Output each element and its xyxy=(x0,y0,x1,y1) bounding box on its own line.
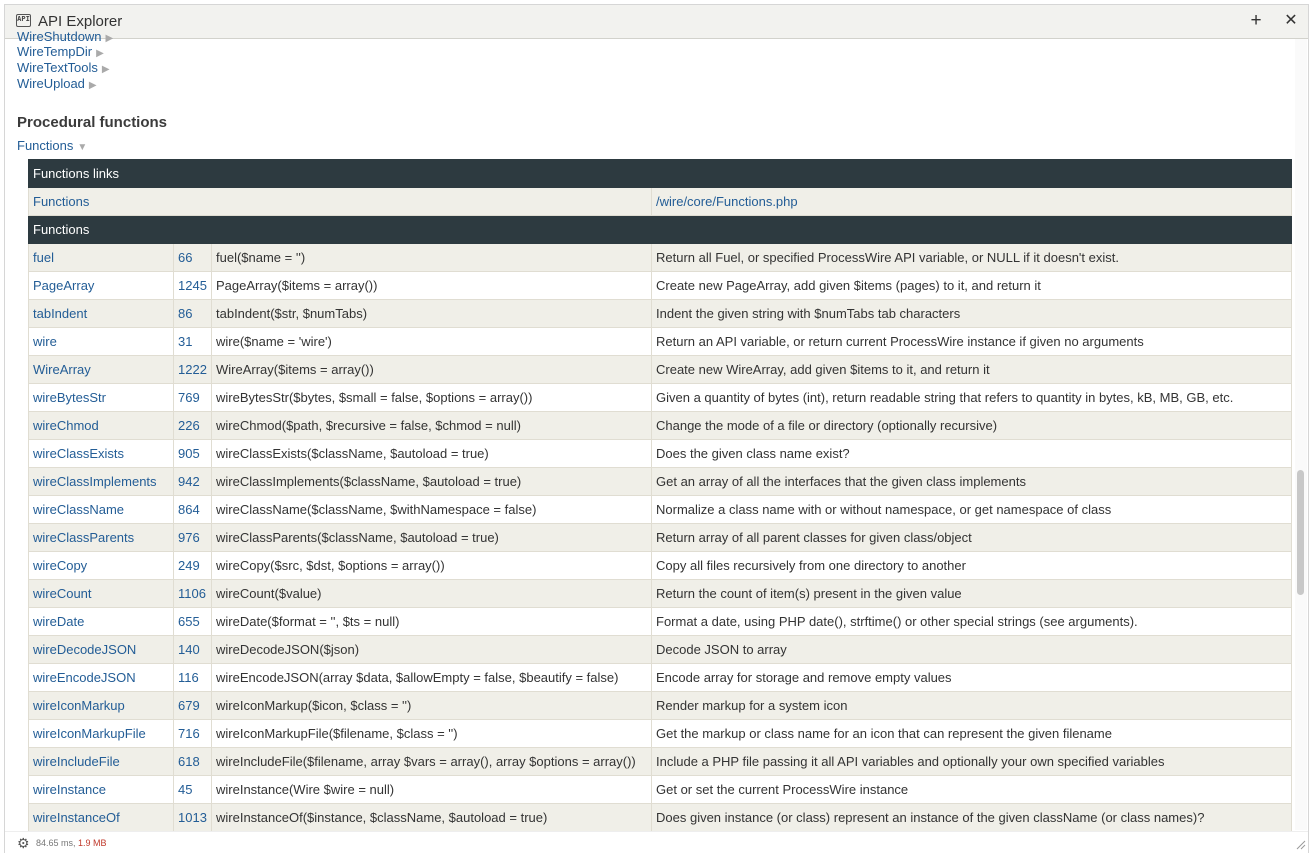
links-header-row xyxy=(29,160,1292,188)
function-description: Normalize a class name with or without namespace, or get namespace of class xyxy=(652,496,1292,524)
table-row xyxy=(29,244,1292,272)
table-row xyxy=(29,524,1292,552)
scrollbar-thumb[interactable] xyxy=(1297,470,1304,595)
function-name[interactable]: PageArray xyxy=(29,272,174,300)
function-line[interactable]: 116 xyxy=(174,664,212,692)
links-row xyxy=(29,188,1292,216)
function-line[interactable]: 249 xyxy=(174,552,212,580)
function-signature: WireArray($items = array()) xyxy=(212,356,652,384)
section-title: Procedural functions xyxy=(17,114,168,131)
links-path[interactable]: /wire/core/Functions.php xyxy=(652,188,1292,216)
table-row xyxy=(29,804,1292,832)
expand-arrow-icon: ▶ xyxy=(96,48,104,59)
class-link-wireupload[interactable]: WireUpload ▶ xyxy=(17,76,97,91)
function-signature: wireClassParents($className, $autoload = true) xyxy=(212,524,652,552)
class-link-wireshutdown[interactable]: WireShutdown ▶ xyxy=(17,29,114,44)
function-name[interactable]: wireChmod xyxy=(29,412,174,440)
function-signature: wireClassExists($className, $autoload = true) xyxy=(212,440,652,468)
function-description: Create new WireArray, add given $items to it, and return it xyxy=(652,356,1292,384)
table-row xyxy=(29,496,1292,524)
function-name[interactable]: wireClassImplements xyxy=(29,468,174,496)
function-name[interactable]: fuel xyxy=(29,244,174,272)
function-line[interactable]: 976 xyxy=(174,524,212,552)
function-signature: wireCopy($src, $dst, $options = array()) xyxy=(212,552,652,580)
table-row xyxy=(29,608,1292,636)
function-name[interactable]: wireClassName xyxy=(29,496,174,524)
function-description: Render markup for a system icon xyxy=(652,692,1292,720)
functions-header: Functions xyxy=(29,216,1292,244)
function-description: Create new PageArray, add given $items (pages) to it, and return it xyxy=(652,272,1292,300)
table-row xyxy=(29,412,1292,440)
function-line[interactable]: 1013 xyxy=(174,804,212,832)
collapse-arrow-icon: ▼ xyxy=(77,142,88,153)
function-description: Return the count of item(s) present in the given value xyxy=(652,580,1292,608)
function-signature: wireIncludeFile($filename, array $vars = array(), array $options = array()) xyxy=(212,748,652,776)
function-name[interactable]: wireIncludeFile xyxy=(29,748,174,776)
footer-time: 84.65 ms, xyxy=(36,838,76,848)
function-name[interactable]: WireArray xyxy=(29,356,174,384)
function-line[interactable]: 31 xyxy=(174,328,212,356)
function-line[interactable]: 45 xyxy=(174,776,212,804)
function-description: Include a PHP file passing it all API variables and optionally your own specified variables xyxy=(652,748,1292,776)
function-name[interactable]: wireCopy xyxy=(29,552,174,580)
function-description: Return an API variable, or return current ProcessWire instance if given no arguments xyxy=(652,328,1292,356)
gear-icon[interactable]: ⚙ xyxy=(17,835,30,851)
function-name[interactable]: wireIconMarkup xyxy=(29,692,174,720)
functions-table xyxy=(28,159,1292,832)
function-signature: tabIndent($str, $numTabs) xyxy=(212,300,652,328)
table-row xyxy=(29,384,1292,412)
function-description: Return all Fuel, or specified ProcessWire API variable, or NULL if it doesn't exist. xyxy=(652,244,1292,272)
function-description: Get an array of all the interfaces that the given class implements xyxy=(652,468,1292,496)
function-description: Format a date, using PHP date(), strftime() or other special strings (see arguments). xyxy=(652,608,1292,636)
function-description: Indent the given string with $numTabs tab characters xyxy=(652,300,1292,328)
function-line[interactable]: 864 xyxy=(174,496,212,524)
table-row xyxy=(29,468,1292,496)
function-signature: wireEncodeJSON(array $data, $allowEmpty = false, $beautify = false) xyxy=(212,664,652,692)
expand-arrow-icon: ▶ xyxy=(105,33,114,44)
function-line[interactable]: 905 xyxy=(174,440,212,468)
function-description: Given a quantity of bytes (int), return readable string that refers to quantity in bytes, kB, MB, GB, etc. xyxy=(652,384,1292,412)
functions-toggle[interactable]: Functions ▼ xyxy=(17,138,88,153)
footer-stats xyxy=(36,838,107,848)
function-signature: wireClassName($className, $withNamespace = false) xyxy=(212,496,652,524)
function-name[interactable]: wireInstanceOf xyxy=(29,804,174,832)
function-description: Decode JSON to array xyxy=(652,636,1292,664)
function-name[interactable]: wireCount xyxy=(29,580,174,608)
table-row xyxy=(29,776,1292,804)
function-signature: wireBytesStr($bytes, $small = false, $options = array()) xyxy=(212,384,652,412)
table-row xyxy=(29,328,1292,356)
function-description: Return array of all parent classes for given class/object xyxy=(652,524,1292,552)
function-name[interactable]: wireClassExists xyxy=(29,440,174,468)
class-link-wiretempdir[interactable]: WireTempDir ▶ xyxy=(17,44,104,59)
function-name[interactable]: wireEncodeJSON xyxy=(29,664,174,692)
resize-handle-icon[interactable] xyxy=(1296,840,1306,850)
links-name[interactable]: Functions xyxy=(29,188,652,216)
function-line[interactable]: 769 xyxy=(174,384,212,412)
function-name[interactable]: wireIconMarkupFile xyxy=(29,720,174,748)
expand-arrow-icon: ▶ xyxy=(88,80,97,91)
table-row xyxy=(29,272,1292,300)
function-signature: wireChmod($path, $recursive = false, $chmod = null) xyxy=(212,412,652,440)
table-row xyxy=(29,664,1292,692)
function-name[interactable]: wireClassParents xyxy=(29,524,174,552)
function-line[interactable]: 618 xyxy=(174,748,212,776)
table-row xyxy=(29,636,1292,664)
title-bar xyxy=(5,5,1308,39)
api-explorer-window xyxy=(4,4,1309,853)
expand-arrow-icon: ▶ xyxy=(101,64,110,75)
add-button[interactable]: + xyxy=(1250,10,1262,31)
function-description: Does given instance (or class) represent an instance of the given className (or class names)? xyxy=(652,804,1292,832)
function-signature: wireIconMarkupFile($filename, $class = '') xyxy=(212,720,652,748)
function-line[interactable]: 1106 xyxy=(174,580,212,608)
function-name[interactable]: tabIndent xyxy=(29,300,174,328)
function-signature: fuel($name = '') xyxy=(212,244,652,272)
panel-content xyxy=(5,29,1293,830)
footer-bar xyxy=(5,831,1308,853)
class-link-wiretexttools[interactable]: WireTextTools ▶ xyxy=(17,60,110,75)
function-signature: wireClassImplements($className, $autoload = true) xyxy=(212,468,652,496)
table-row xyxy=(29,748,1292,776)
functions-header-row xyxy=(29,216,1292,244)
table-row xyxy=(29,552,1292,580)
function-description: Change the mode of a file or directory (optionally recursive) xyxy=(652,412,1292,440)
table-row xyxy=(29,720,1292,748)
table-row xyxy=(29,440,1292,468)
table-row xyxy=(29,580,1292,608)
function-name[interactable]: wireDate xyxy=(29,608,174,636)
function-signature: wireCount($value) xyxy=(212,580,652,608)
table-row xyxy=(29,300,1292,328)
window-title: API Explorer xyxy=(38,13,123,30)
function-signature: wireInstanceOf($instance, $className, $autoload = true) xyxy=(212,804,652,832)
function-line[interactable]: 86 xyxy=(174,300,212,328)
links-header: Functions links xyxy=(29,160,1292,188)
function-name[interactable]: wireBytesStr xyxy=(29,384,174,412)
function-signature: wire($name = 'wire') xyxy=(212,328,652,356)
function-line[interactable]: 655 xyxy=(174,608,212,636)
function-description: Encode array for storage and remove empty values xyxy=(652,664,1292,692)
function-line[interactable]: 1245 xyxy=(174,272,212,300)
function-signature: wireDecodeJSON($json) xyxy=(212,636,652,664)
api-icon: API xyxy=(16,14,31,27)
function-description: Does the given class name exist? xyxy=(652,440,1292,468)
function-description: Copy all files recursively from one directory to another xyxy=(652,552,1292,580)
function-description: Get the markup or class name for an icon that can represent the given filename xyxy=(652,720,1292,748)
function-line[interactable]: 140 xyxy=(174,636,212,664)
function-line[interactable]: 66 xyxy=(174,244,212,272)
function-name[interactable]: wire xyxy=(29,328,174,356)
function-name[interactable]: wireDecodeJSON xyxy=(29,636,174,664)
function-line[interactable]: 942 xyxy=(174,468,212,496)
function-line[interactable]: 226 xyxy=(174,412,212,440)
function-signature: PageArray($items = array()) xyxy=(212,272,652,300)
function-signature: wireIconMarkup($icon, $class = '') xyxy=(212,692,652,720)
function-line[interactable]: 1222 xyxy=(174,356,212,384)
function-signature: wireInstance(Wire $wire = null) xyxy=(212,776,652,804)
function-description: Get or set the current ProcessWire instance xyxy=(652,776,1292,804)
scrollbar-track[interactable] xyxy=(1295,39,1307,830)
function-line[interactable]: 679 xyxy=(174,692,212,720)
close-button[interactable]: ✕ xyxy=(1284,12,1298,29)
table-row xyxy=(29,356,1292,384)
function-line[interactable]: 716 xyxy=(174,720,212,748)
footer-memory: 1.9 MB xyxy=(78,838,107,848)
function-signature: wireDate($format = '', $ts = null) xyxy=(212,608,652,636)
table-row xyxy=(29,692,1292,720)
function-name[interactable]: wireInstance xyxy=(29,776,174,804)
